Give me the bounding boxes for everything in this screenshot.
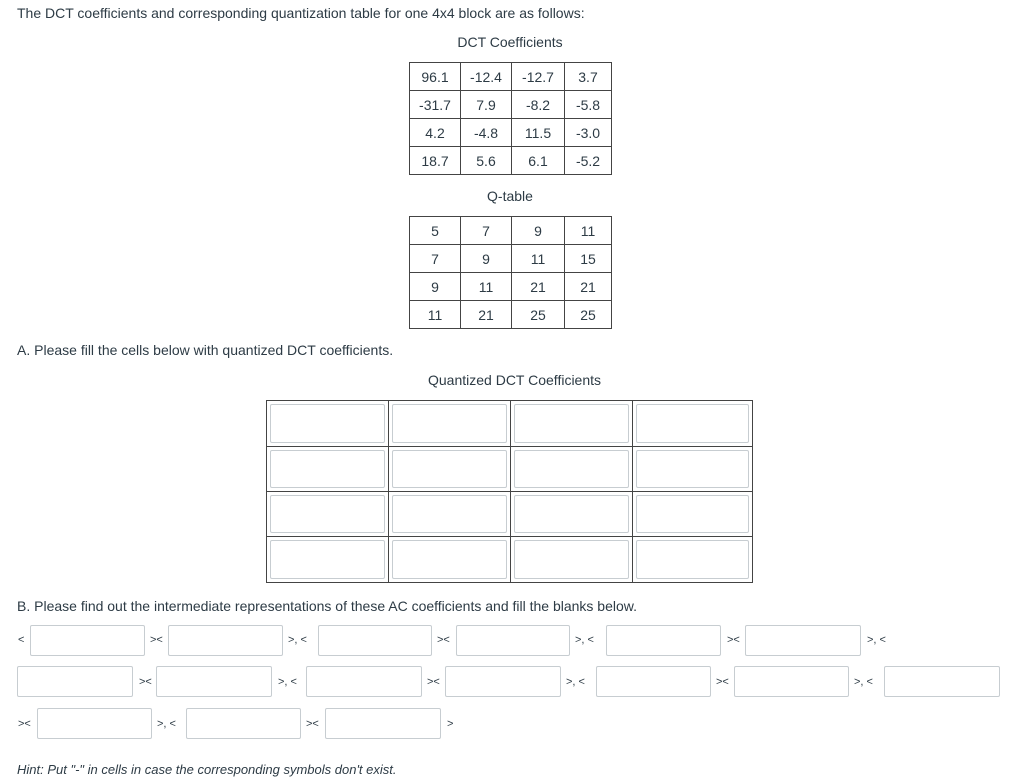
dct-cell: 4.2 <box>410 119 461 147</box>
quantized-caption: Quantized DCT Coefficients <box>428 372 602 388</box>
q-cell: 11 <box>565 217 612 245</box>
qtable-caption: Q-table <box>487 188 533 204</box>
quantized-cell <box>633 401 752 447</box>
blank-input[interactable] <box>37 708 152 739</box>
quantized-cell <box>511 447 633 492</box>
symbol-mid: >< <box>716 676 729 688</box>
quantized-cell <box>389 492 511 537</box>
q-cell: 7 <box>410 245 461 273</box>
quantized-cell <box>511 537 633 582</box>
q-cell: 15 <box>565 245 612 273</box>
quantized-input[interactable] <box>392 495 507 533</box>
dct-cell: 3.7 <box>565 63 612 91</box>
q-cell: 21 <box>461 301 512 329</box>
blank-input[interactable] <box>606 625 721 656</box>
dct-cell: -5.8 <box>565 91 612 119</box>
dct-cell: -12.4 <box>461 63 512 91</box>
dct-cell: -3.0 <box>565 119 612 147</box>
q-cell: 25 <box>565 301 612 329</box>
symbol-close: > <box>447 718 454 730</box>
blank-input[interactable] <box>456 625 570 656</box>
symbol-sep: >, < <box>867 634 886 646</box>
q-cell: 21 <box>512 273 565 301</box>
symbol-sep: >, < <box>157 718 176 730</box>
q-cell: 5 <box>410 217 461 245</box>
quantized-input[interactable] <box>392 540 507 579</box>
quantized-cell <box>267 447 389 492</box>
quantized-cell <box>267 401 389 447</box>
symbol-mid: >< <box>150 634 163 646</box>
quantized-input[interactable] <box>514 495 629 533</box>
dct-cell: -8.2 <box>512 91 565 119</box>
dct-cell: -12.7 <box>512 63 565 91</box>
symbol-sep: >, < <box>288 634 307 646</box>
quantized-cell <box>511 401 633 447</box>
quantized-cell <box>267 492 389 537</box>
dct-cell: 5.6 <box>461 147 512 175</box>
dct-cell: 18.7 <box>410 147 461 175</box>
symbol-mid: >< <box>18 718 31 730</box>
symbol-sep: >, < <box>278 676 297 688</box>
symbol-sep: >, < <box>566 676 585 688</box>
quantized-cell <box>633 492 752 537</box>
table-row <box>410 147 612 175</box>
symbol-mid: >< <box>306 718 319 730</box>
quantized-input[interactable] <box>270 495 385 533</box>
dct-cell: 96.1 <box>410 63 461 91</box>
dct-cell: 6.1 <box>512 147 565 175</box>
dct-cell: 11.5 <box>512 119 565 147</box>
quantized-input[interactable] <box>514 450 629 488</box>
hint-text: Hint: Put "-" in cells in case the corresponding symbols don't exist. <box>17 762 397 777</box>
dct-cell: -5.2 <box>565 147 612 175</box>
dct-table <box>409 62 612 175</box>
symbol-mid: >< <box>139 676 152 688</box>
symbol-mid: >< <box>427 676 440 688</box>
blank-input[interactable] <box>445 666 561 697</box>
symbol-mid: >< <box>437 634 450 646</box>
quantized-input[interactable] <box>270 450 385 488</box>
part-b-prompt: B. Please find out the intermediate representations of these AC coefficients and fill the blanks below. <box>17 598 638 614</box>
blank-input[interactable] <box>17 666 133 697</box>
q-cell: 25 <box>512 301 565 329</box>
blank-input[interactable] <box>318 625 432 656</box>
quantized-input[interactable] <box>636 495 749 533</box>
blank-input[interactable] <box>306 666 422 697</box>
blank-input[interactable] <box>186 708 301 739</box>
quantized-cell <box>633 447 752 492</box>
blank-input[interactable] <box>325 708 441 739</box>
table-row <box>410 91 612 119</box>
quantized-input[interactable] <box>392 450 507 488</box>
dct-cell: -4.8 <box>461 119 512 147</box>
quantized-input[interactable] <box>514 540 629 579</box>
quantized-input[interactable] <box>270 540 385 579</box>
q-cell: 7 <box>461 217 512 245</box>
quantized-cell <box>389 537 511 582</box>
quantized-grid <box>266 400 753 583</box>
symbol-open: < <box>18 634 25 646</box>
quantized-input[interactable] <box>392 404 507 443</box>
blank-input[interactable] <box>745 625 861 656</box>
quantized-cell <box>633 537 752 582</box>
blank-input[interactable] <box>156 666 272 697</box>
quantized-input[interactable] <box>270 404 385 443</box>
intro-text: The DCT coefficients and corresponding quantization table for one 4x4 block are as follows: <box>17 5 585 21</box>
q-cell: 9 <box>461 245 512 273</box>
blank-input[interactable] <box>30 625 145 656</box>
quantized-input[interactable] <box>514 404 629 443</box>
quantized-cell <box>267 537 389 582</box>
symbol-mid: >< <box>727 634 740 646</box>
q-cell: 11 <box>461 273 512 301</box>
symbol-sep: >, < <box>575 634 594 646</box>
dct-cell: 7.9 <box>461 91 512 119</box>
table-row <box>410 119 612 147</box>
quantized-cell <box>389 401 511 447</box>
q-cell: 9 <box>512 217 565 245</box>
blank-input[interactable] <box>168 625 283 656</box>
blank-input[interactable] <box>734 666 849 697</box>
q-cell: 11 <box>410 301 461 329</box>
q-cell: 9 <box>410 273 461 301</box>
table-row <box>410 245 612 273</box>
symbol-sep: >, < <box>854 676 873 688</box>
quantized-input[interactable] <box>636 404 749 443</box>
blank-input[interactable] <box>596 666 711 697</box>
table-row <box>410 301 612 329</box>
q-cell: 11 <box>512 245 565 273</box>
quantized-cell <box>511 492 633 537</box>
q-cell: 21 <box>565 273 612 301</box>
table-row <box>410 217 612 245</box>
dct-cell: -31.7 <box>410 91 461 119</box>
quantized-cell <box>389 447 511 492</box>
blank-input[interactable] <box>884 666 1000 697</box>
dct-caption: DCT Coefficients <box>457 34 563 50</box>
quantized-input[interactable] <box>636 540 749 579</box>
quantized-input[interactable] <box>636 450 749 488</box>
part-a-prompt: A. Please fill the cells below with quantized DCT coefficients. <box>17 342 394 358</box>
table-row <box>410 63 612 91</box>
q-table <box>409 216 612 329</box>
table-row <box>410 273 612 301</box>
